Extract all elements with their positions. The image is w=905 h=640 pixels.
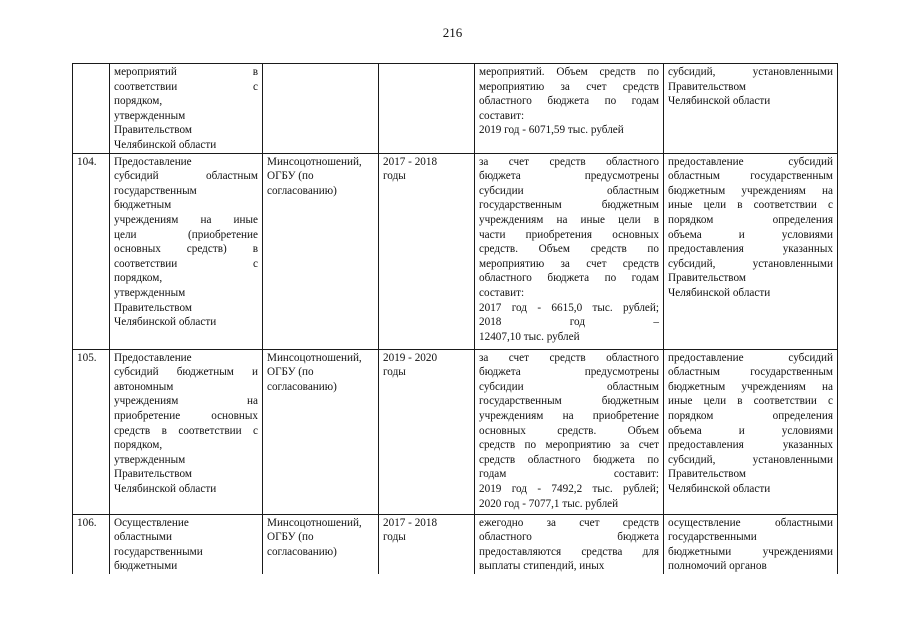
expected-result-cell: [664, 349, 838, 514]
expected-result-line: предоставление субсидий: [668, 351, 833, 364]
expected-result-cell: [664, 514, 838, 574]
measure-name-line: субсидий областным: [114, 170, 258, 183]
measure-name-line: Осуществление: [114, 516, 189, 529]
period-line: 2017 - 2018: [383, 155, 438, 168]
funding-description-line: учреждениям на приобретение: [479, 409, 659, 422]
measure-name-line: мероприятий в: [114, 66, 258, 78]
funding-description-line: средств областного бюджета по: [479, 453, 659, 466]
table-row: [73, 153, 838, 349]
executor-cell: [263, 64, 379, 154]
expected-result-line: предоставления указанных: [668, 439, 833, 452]
expected-result-line: субсидий, установленными: [668, 66, 833, 78]
measure-name-line: учреждениям на: [114, 395, 258, 408]
measure-name-line: Правительством: [114, 301, 192, 314]
executor-line: Минсоцотношений,: [267, 351, 362, 364]
measure-name-line: порядком,: [114, 272, 163, 285]
funding-description-line: выплаты стипендий, иных: [479, 560, 605, 573]
measure-name-line: соответствии с: [114, 80, 258, 93]
measure-name-cell: [110, 153, 263, 349]
expected-result-line: Правительством: [668, 80, 746, 93]
funding-description-line: части приобретения основных: [479, 228, 659, 241]
measure-name-line: соответствии с: [114, 257, 258, 270]
measure-name-line: субсидий бюджетным и: [114, 366, 258, 379]
funding-description-line: мероприятию за счет средств: [479, 257, 659, 270]
measure-name-line: средств в соответствии с: [114, 424, 258, 437]
measure-name-line: порядком,: [114, 439, 163, 452]
executor-line: ОГБУ (по: [267, 170, 314, 183]
funding-description-line: государственным бюджетным: [479, 395, 659, 408]
expected-result-line: бюджетными учреждениями: [668, 545, 833, 558]
period-line: годы: [383, 170, 406, 183]
expected-result-line: Челябинской области: [668, 95, 771, 108]
executor-line: Минсоцотношений,: [267, 155, 362, 168]
expected-result-line: предоставление субсидий: [668, 155, 833, 168]
measure-name-line: учреждениям на иные: [114, 213, 258, 226]
executor-line: ОГБУ (по: [267, 366, 314, 379]
expected-result-line: осуществление областными: [668, 516, 833, 529]
funding-description-cell: [475, 514, 664, 574]
measures-table: [72, 63, 838, 574]
row-number-cell: 105.: [73, 349, 110, 514]
executor-line: Минсоцотношений,: [267, 516, 362, 529]
funding-description-line: основных средств. Объем: [479, 424, 659, 437]
measure-name-line: Челябинской области: [114, 316, 217, 329]
table-row: [73, 349, 838, 514]
executor-line: согласованию): [267, 184, 337, 197]
funding-description-line: областного бюджета по годам: [479, 272, 659, 285]
funding-description-line: ежегодно за счет средств: [479, 516, 659, 529]
funding-description-line: областного бюджета по годам: [479, 95, 659, 108]
measure-name-line: утвержденным: [114, 109, 186, 122]
measure-name-line: Челябинской области: [114, 482, 217, 495]
measure-name-line: автономным: [114, 380, 174, 393]
executor-cell: [263, 514, 379, 574]
executor-cell: [263, 153, 379, 349]
measure-name-line: порядком,: [114, 95, 163, 108]
expected-result-line: Челябинской области: [668, 286, 771, 299]
expected-result-line: Челябинской области: [668, 482, 771, 495]
funding-description-cell: [475, 64, 664, 154]
funding-description-line: предоставляются средства для: [479, 545, 659, 558]
measure-name-line: основных средств) в: [114, 243, 258, 256]
funding-description-line: бюджета предусмотрены: [479, 170, 659, 183]
expected-result-line: бюджетным учреждениям на: [668, 380, 833, 393]
measure-name-cell: [110, 64, 263, 154]
expected-result-line: иные цели в соответствии с: [668, 395, 833, 408]
page-number: 216: [442, 25, 463, 40]
expected-result-line: Правительством: [668, 468, 746, 481]
period-line: 2017 - 2018: [383, 516, 438, 529]
measure-name-line: областными: [114, 531, 172, 544]
measure-name-line: Правительством: [114, 124, 192, 137]
period-cell: [379, 514, 475, 574]
measure-name-line: утвержденным: [114, 453, 186, 466]
measure-name-line: государственным: [114, 184, 197, 197]
funding-description-line: областного бюджета: [479, 531, 659, 544]
period-line: годы: [383, 366, 406, 379]
period-cell: [379, 64, 475, 154]
funding-description-line: средств. Объем средств по: [479, 243, 659, 256]
measure-name-line: Предоставление: [114, 155, 192, 168]
expected-result-line: предоставления указанных: [668, 243, 833, 256]
expected-result-line: областным государственным: [668, 170, 833, 183]
table-row: [73, 64, 838, 154]
row-number-cell: 104.: [73, 153, 110, 349]
expected-result-line: порядком определения: [668, 409, 833, 422]
funding-description-line: государственным бюджетным: [479, 199, 659, 212]
expected-result-line: субсидий, установленными: [668, 453, 833, 466]
funding-description-line: составит:: [479, 286, 525, 299]
funding-description-line: средств по мероприятию за счет: [479, 439, 659, 452]
executor-line: ОГБУ (по: [267, 531, 314, 544]
funding-description-line: субсидии областным: [479, 184, 659, 197]
row-number-cell: [73, 64, 110, 154]
funding-description-line: мероприятию за счет средств: [479, 80, 659, 93]
expected-result-line: иные цели в соответствии с: [668, 199, 833, 212]
table-row: [73, 514, 838, 574]
funding-description-line: за счет средств областного: [479, 155, 659, 168]
executor-cell: [263, 349, 379, 514]
measure-name-cell: [110, 349, 263, 514]
expected-result-line: Правительством: [668, 272, 746, 285]
measure-name-line: цели (приобретение: [114, 228, 258, 241]
executor-line: согласованию): [267, 380, 337, 393]
period-cell: [379, 349, 475, 514]
expected-result-line: областным государственным: [668, 366, 833, 379]
row-number-cell: 106.: [73, 514, 110, 574]
expected-result-line: субсидий, установленными: [668, 257, 833, 270]
funding-description-line: годам составит:: [479, 468, 659, 481]
funding-description-line: 2019 год - 7492,2 тыс. рублей;: [479, 482, 659, 495]
expected-result-line: полномочий органов: [668, 560, 767, 573]
funding-description-cell: [475, 349, 664, 514]
measure-name-line: утвержденным: [114, 286, 186, 299]
funding-description-line: 2018 год –: [479, 316, 659, 329]
funding-description-line: бюджета предусмотрены: [479, 366, 659, 379]
expected-result-line: объема и условиями: [668, 424, 833, 437]
funding-description-line: учреждениям на иные цели в: [479, 213, 659, 226]
measure-name-line: Челябинской области: [114, 138, 217, 151]
funding-description-cell: [475, 153, 664, 349]
measure-name-line: Правительством: [114, 468, 192, 481]
funding-description-line: субсидии областным: [479, 380, 659, 393]
funding-description-line: 2020 год - 7077,1 тыс. рублей: [479, 497, 619, 510]
period-line: годы: [383, 531, 406, 544]
funding-description-line: составит:: [479, 109, 525, 122]
measure-name-line: бюджетным: [114, 199, 172, 212]
measure-name-line: Предоставление: [114, 351, 192, 364]
measure-name-line: государственными: [114, 545, 203, 558]
funding-description-line: за счет средств областного: [479, 351, 659, 364]
expected-result-cell: [664, 153, 838, 349]
measure-name-line: приобретение основных: [114, 409, 258, 422]
funding-description-line: 2017 год - 6615,0 тыс. рублей;: [479, 301, 659, 314]
period-cell: [379, 153, 475, 349]
expected-result-cell: [664, 64, 838, 154]
expected-result-line: порядком определения: [668, 213, 833, 226]
funding-description-line: 2019 год - 6071,59 тыс. рублей: [479, 124, 624, 137]
expected-result-line: государственными: [668, 531, 757, 544]
measure-name-cell: [110, 514, 263, 574]
funding-description-line: мероприятий. Объем средств по: [479, 66, 659, 78]
period-line: 2019 - 2020: [383, 351, 438, 364]
expected-result-line: объема и условиями: [668, 228, 833, 241]
funding-description-line: 12407,10 тыс. рублей: [479, 330, 580, 343]
expected-result-line: бюджетным учреждениям на: [668, 184, 833, 197]
executor-line: согласованию): [267, 545, 337, 558]
measure-name-line: бюджетными: [114, 560, 178, 573]
